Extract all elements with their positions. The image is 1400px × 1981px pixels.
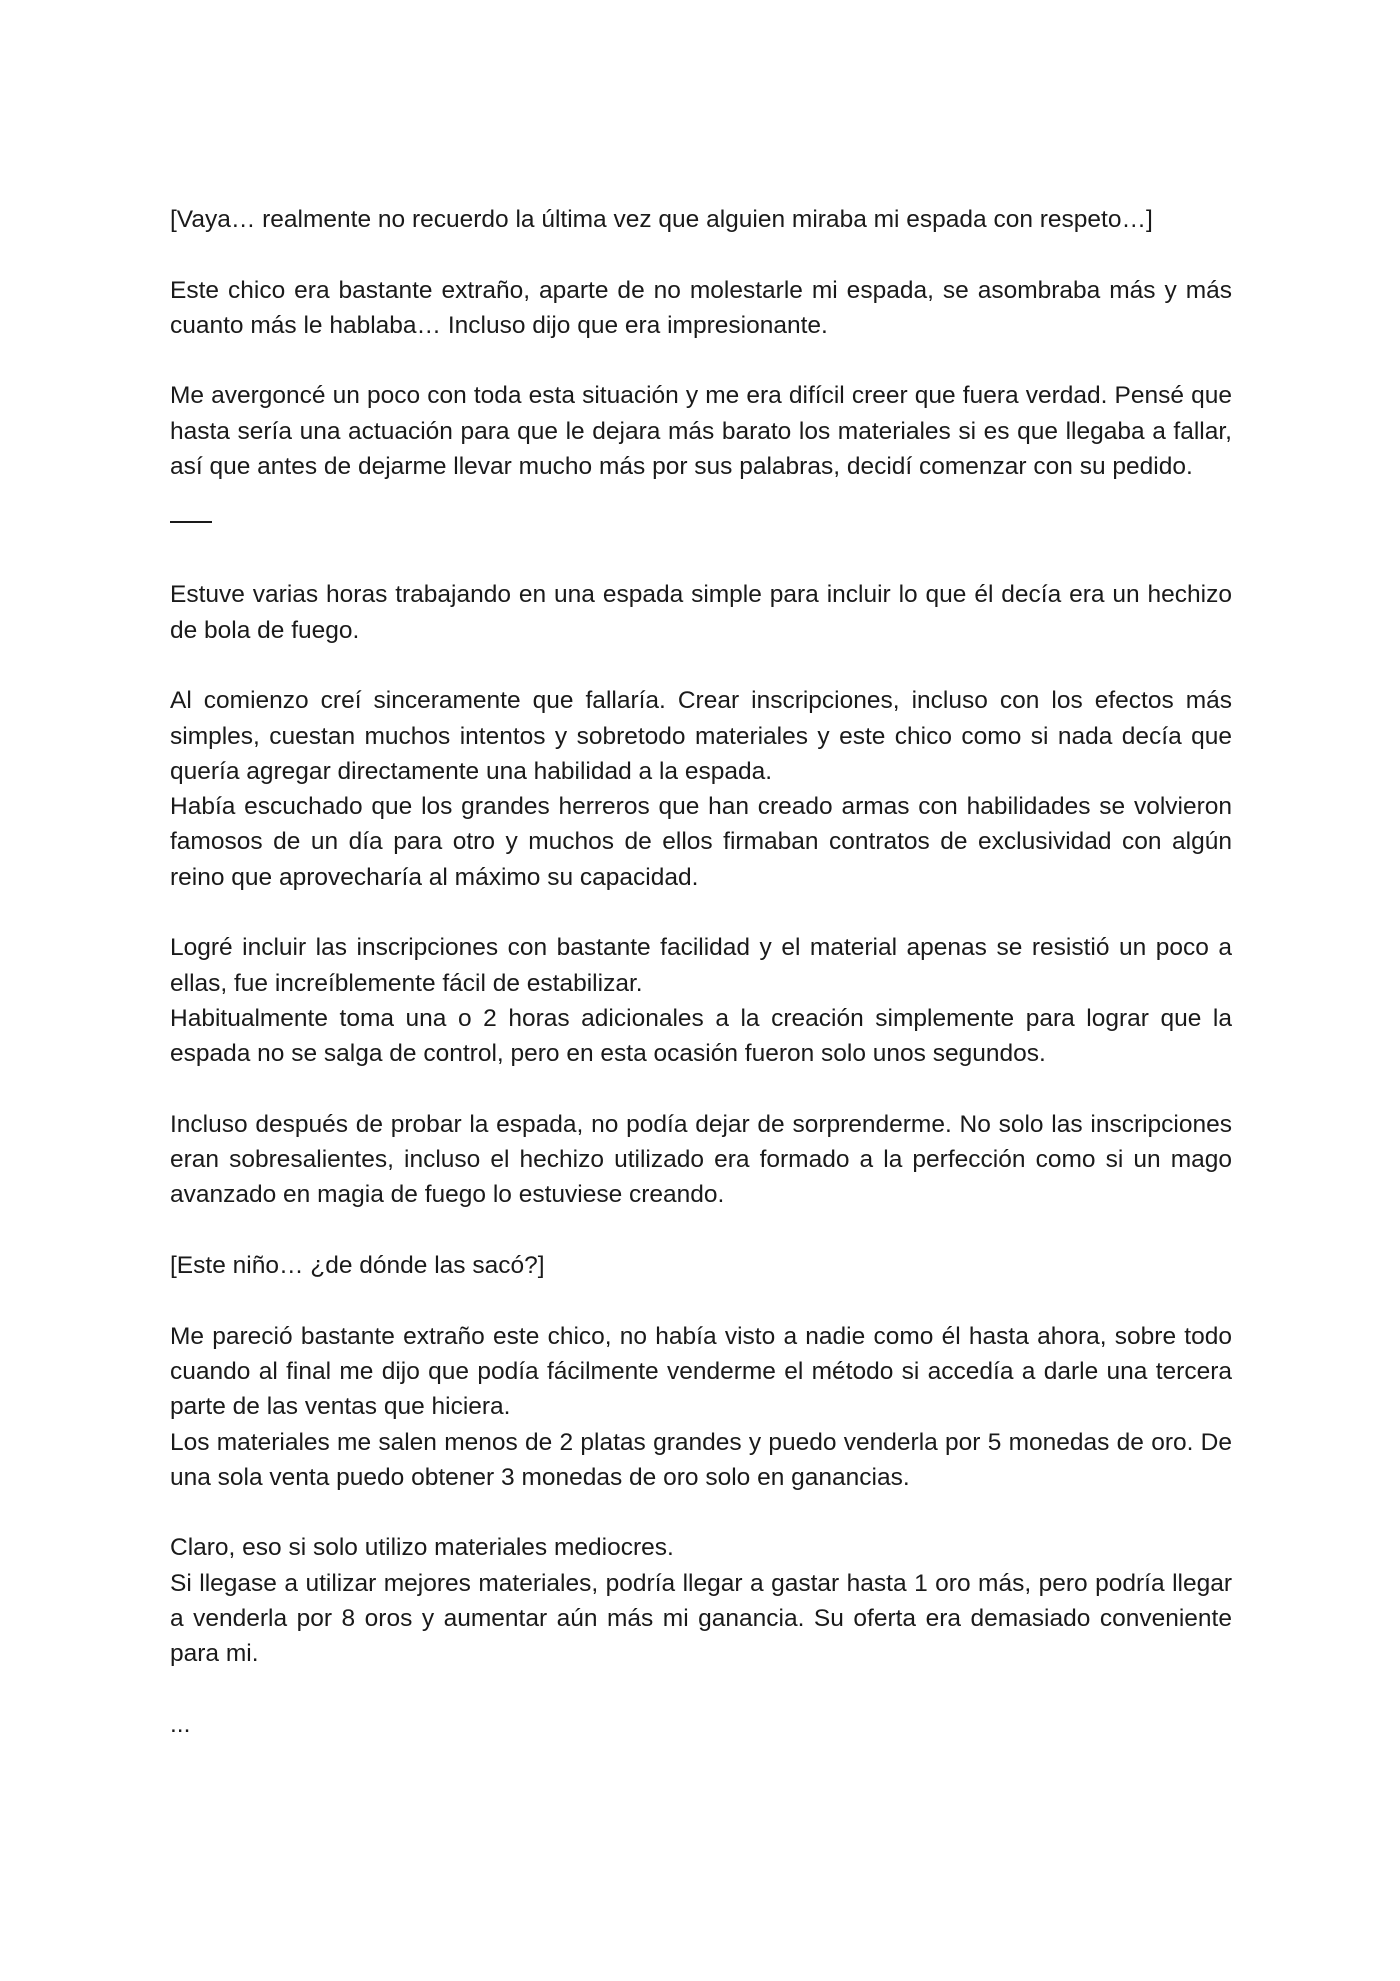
paragraph-line: [Este niño… ¿de dónde las sacó?] <box>170 1252 545 1280</box>
paragraph-line: Este chico era bastante extraño, aparte de no molestarle mi espada, se asombraba más y más cuanto más le hablaba… Incluso dijo que era impresionante. <box>170 276 1232 339</box>
paragraph-line: Al comienzo creí sinceramente que fallaría. Crear inscripciones, incluso con los efectos más simples, cuestan muchos intentos y sobretodo materiales y este chico como si nada decía que quería agregar directamente una habilidad a la espada. <box>170 687 1232 785</box>
text-section-before-divider <box>170 202 1232 484</box>
paragraph <box>170 378 1232 484</box>
paragraph <box>170 930 1232 1071</box>
paragraph-line: Me pareció bastante extraño este chico, no había visto a nadie como él hasta ahora, sobre todo cuando al final me dijo que podía fácilmente venderme el método si accedía a darle una tercera parte de las ventas que hiciera. <box>170 1322 1232 1421</box>
paragraph-line: Me avergoncé un poco con toda esta situación y me era difícil creer que fuera verdad. Pensé que hasta sería una actuación para que le dejara más barato los materiales si es que llegaba a fallar, así que antes de dejarme llevar mucho más por sus palabras, decidí comenzar con su pedido. <box>170 382 1232 481</box>
paragraph <box>170 202 1232 237</box>
paragraph-line: Incluso después de probar la espada, no podía dejar de sorprenderme. No solo las inscripciones eran sobresalientes, incluso el hechizo utilizado era formado a la perfección como si un mago avanzado en magia de fuego lo estuviese creando. <box>170 1110 1232 1209</box>
text-section-after-divider <box>170 577 1232 1671</box>
paragraph <box>170 577 1232 648</box>
section-divider <box>170 521 212 523</box>
paragraph-line: Estuve varias horas trabajando en una espada simple para incluir lo que él decía era un hechizo de bola de fuego. <box>170 581 1232 644</box>
paragraph-line: [Vaya… realmente no recuerdo la última vez que alguien miraba mi espada con respeto…] <box>170 206 1153 233</box>
paragraph <box>170 1248 1232 1283</box>
paragraph-line: Habitualmente toma una o 2 horas adicionales a la creación simplemente para lograr que la espada no se salga de control, pero en esta ocasión fueron solo unos segundos. <box>170 1004 1232 1068</box>
paragraph-line: Los materiales me salen menos de 2 platas grandes y puedo venderla por 5 monedas de oro. De una sola venta puedo obtener 3 monedas de oro solo en ganancias. <box>170 1428 1232 1491</box>
paragraph <box>170 273 1232 344</box>
paragraph <box>170 683 1232 895</box>
paragraph-line: Si llegase a utilizar mejores materiales, podría llegar a gastar hasta 1 oro más, pero podría llegar a venderla por 8 oros y aumentar aún más mi ganancia. Su oferta era demasiado conveniente para mi. <box>170 1569 1232 1668</box>
paragraph-line: Logré incluir las inscripciones con bastante facilidad y el material apenas se resistió un poco a ellas, fue increíblemente fácil de estabilizar. <box>170 934 1232 997</box>
paragraph-line: Había escuchado que los grandes herreros que han creado armas con habilidades se volvieron famosos de un día para otro y muchos de ellos firmaban contratos de exclusividad con algún reino que aprovecharía al máximo su capacidad. <box>170 793 1232 891</box>
closing-ellipsis: ... <box>170 1710 191 1738</box>
paragraph-line: Claro, eso si solo utilizo materiales mediocres. <box>170 1534 674 1562</box>
paragraph <box>170 1530 1232 1671</box>
document-page <box>170 202 1232 1742</box>
paragraph <box>170 1319 1232 1495</box>
paragraph <box>170 1107 1232 1213</box>
